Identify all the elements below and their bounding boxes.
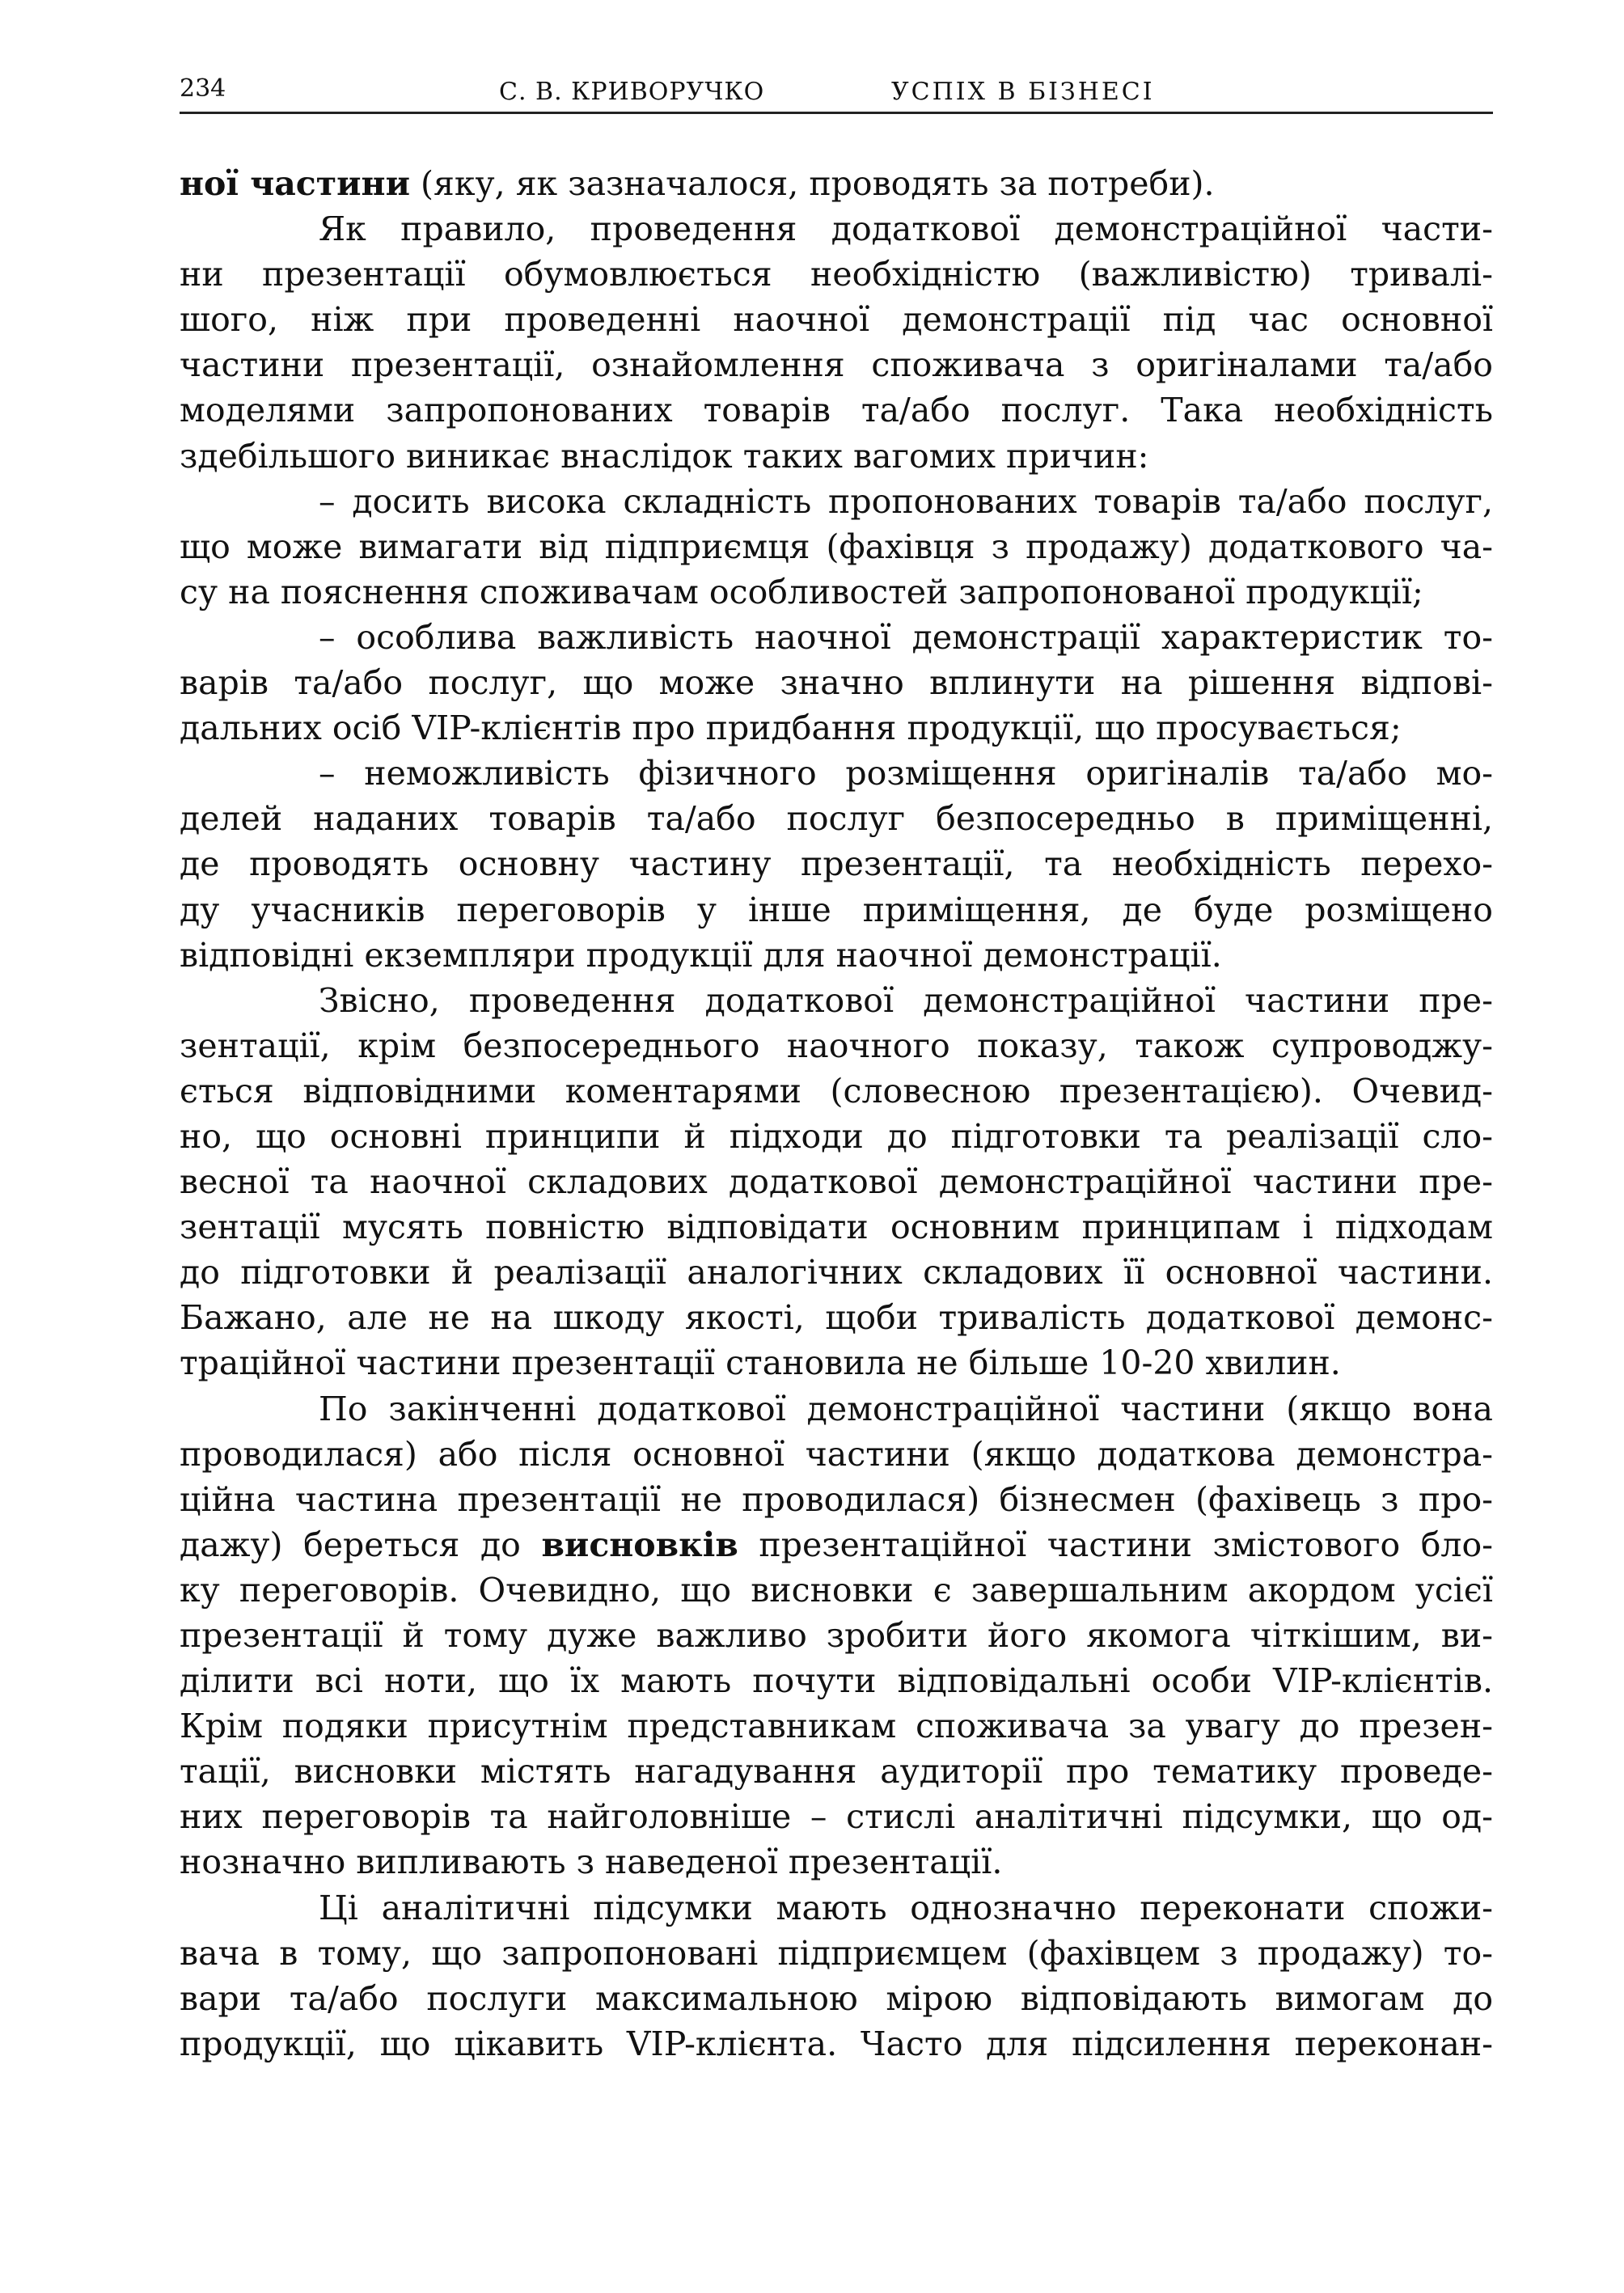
text-line (180, 1703, 1493, 1749)
text-line (180, 1931, 1493, 1976)
book-page (180, 71, 1493, 2067)
text-segment: вача в тому, що запропоновані підприємцем (фахівцем з продажу) то- (180, 1933, 1493, 1973)
text-segment: презентаційної частини змістового бло- (738, 1525, 1493, 1564)
text-line (180, 933, 1493, 978)
header-book-title: УСПІХ В БІЗНЕСІ (891, 78, 1155, 106)
text-line (180, 342, 1493, 387)
text-segment: Ці аналітичні підсумки мають однозначно переконати спожи- (319, 1888, 1493, 1927)
text-segment: презентації й тому дуже важливо зробити його якомога чіткішим, ви- (180, 1616, 1493, 1655)
text-segment: зентації мусять повністю відповідати основним принципам і підходам (180, 1208, 1493, 1247)
text-line (180, 1976, 1493, 2021)
bold-term: висновків (541, 1525, 738, 1564)
text-line (180, 1250, 1493, 1295)
text-line (180, 1658, 1493, 1703)
text-line (180, 1159, 1493, 1204)
text-line (180, 479, 1493, 524)
text-line (180, 297, 1493, 342)
text-segment: дажу) береться до (180, 1525, 542, 1564)
text-line (180, 1613, 1493, 1658)
text-line (180, 1386, 1493, 1432)
page-number: 234 (180, 74, 226, 103)
text-line (180, 1567, 1493, 1613)
text-segment: продукції, що цікавить VIP-клієнта. Часто для підсилення переконан- (180, 2024, 1493, 2063)
text-line (180, 206, 1493, 252)
text-segment: відповідні екземпляри продукції для наочної демонстрації. (180, 935, 1222, 975)
text-line (180, 705, 1493, 751)
text-line (180, 524, 1493, 569)
text-segment: тації, висновки містять нагадування аудиторії про тематику проведе- (180, 1752, 1493, 1792)
text-segment: делей наданих товарів та/або послуг безпосередньо в приміщенні, (180, 799, 1493, 839)
page-body-text (180, 161, 1493, 2067)
text-line (180, 751, 1493, 796)
text-segment: дальних осіб VIP-клієнтів про придбання продукції, що просувається; (180, 709, 1402, 748)
text-line (180, 1794, 1493, 1839)
text-line (180, 1114, 1493, 1159)
text-segment: ду учасників переговорів у інше приміщення, де буде розміщено (180, 890, 1493, 929)
text-segment: весної та наочної складових додаткової демонстраційної частини пре- (180, 1162, 1493, 1202)
text-segment: По закінченні додаткової демонстраційної частини (якщо вона (319, 1389, 1493, 1428)
text-line (180, 1340, 1493, 1386)
text-line (180, 1477, 1493, 1522)
bold-term: ної частини (180, 164, 410, 203)
text-line (180, 841, 1493, 886)
header-author: С. В. КРИВОРУЧКО (499, 78, 765, 106)
text-segment: Як правило, проведення додаткової демонстраційної части- (319, 209, 1493, 249)
text-segment: ційна частина презентації не проводилася) бізнесмен (фахівець з про- (180, 1479, 1493, 1519)
text-segment: вари та/або послуги максимальною мірою відповідають вимогам до (180, 1978, 1493, 2018)
text-line (180, 387, 1493, 433)
text-line (180, 1749, 1493, 1794)
text-line (180, 1068, 1493, 1114)
text-segment: де проводять основну частину презентації, та необхідність перехо- (180, 844, 1493, 884)
text-line (180, 1295, 1493, 1340)
text-segment: – досить висока складність пропонованих товарів та/або послуг, (319, 481, 1493, 521)
text-line (180, 1885, 1493, 1931)
text-line (180, 161, 1493, 206)
text-segment: – неможливість фізичного розміщення оригіналів та/або мо- (319, 754, 1493, 793)
text-segment: ни презентації обумовлюється необхідністю (важливістю) тривалі- (180, 255, 1493, 294)
text-line (180, 252, 1493, 297)
text-line (180, 796, 1493, 841)
text-segment: ється відповідними коментарями (словесною презентацією). Очевид- (180, 1071, 1493, 1111)
text-segment: варів та/або послуг, що може значно вплинути на рішення відпові- (180, 663, 1493, 703)
text-line (180, 434, 1493, 479)
text-line (180, 887, 1493, 933)
text-line (180, 660, 1493, 705)
text-segment: зентації, крім безпосереднього наочного показу, також супроводжу- (180, 1026, 1493, 1065)
text-line (180, 1522, 1493, 1567)
text-line (180, 615, 1493, 660)
text-segment: частини презентації, ознайомлення споживача з оригіналами та/або (180, 345, 1493, 385)
text-segment: Бажано, але не на шкоду якості, щоби тривалість додаткової демонс- (180, 1298, 1493, 1338)
text-segment: нозначно випливають з наведеної презентації. (180, 1842, 1003, 1882)
text-segment: проводилася) або після основної частини (якщо додаткова демонстра- (180, 1434, 1493, 1474)
text-segment: до підготовки й реалізації аналогічних складових її основної частини. (180, 1253, 1493, 1292)
text-segment: що може вимагати від підприємця (фахівця з продажу) додаткового ча- (180, 527, 1493, 566)
text-segment: шого, ніж при проведенні наочної демонстрації під час основної (180, 300, 1493, 340)
text-segment: здебільшого виникає внаслідок таких вагомих причин: (180, 436, 1149, 476)
text-line (180, 569, 1493, 615)
text-line (180, 1432, 1493, 1477)
text-segment: ку переговорів. Очевидно, що висновки є завершальним акордом усієї (180, 1570, 1493, 1610)
text-line (180, 1204, 1493, 1250)
text-line (180, 1839, 1493, 1885)
text-segment: – особлива важливість наочної демонстрації характеристик то- (319, 617, 1493, 657)
text-segment: моделями запропонованих товарів та/або послуг. Така необхідність (180, 391, 1493, 430)
text-segment: Крім подяки присутнім представникам споживача за увагу до презен- (180, 1707, 1493, 1746)
text-line (180, 1023, 1493, 1068)
text-segment: них переговорів та найголовніше – стислі аналітичні підсумки, що од- (180, 1797, 1493, 1837)
text-line (180, 978, 1493, 1023)
text-segment: Звісно, проведення додаткової демонстраційної частини пре- (319, 980, 1493, 1020)
text-segment: траційної частини презентації становила не більше 10-20 хвилин. (180, 1343, 1341, 1383)
text-segment: ділити всі ноти, що їх мають почути відповідальні особи VIP-клієнтів. (180, 1661, 1493, 1701)
text-segment: но, що основні принципи й підходи до підготовки та реалізації сло- (180, 1116, 1493, 1156)
text-segment: (яку, як зазначалося, проводять за потреби). (409, 164, 1215, 203)
text-segment: су на пояснення споживачам особливостей запропонованої продукції; (180, 572, 1423, 611)
running-header (180, 71, 1493, 114)
text-line (180, 2021, 1493, 2067)
